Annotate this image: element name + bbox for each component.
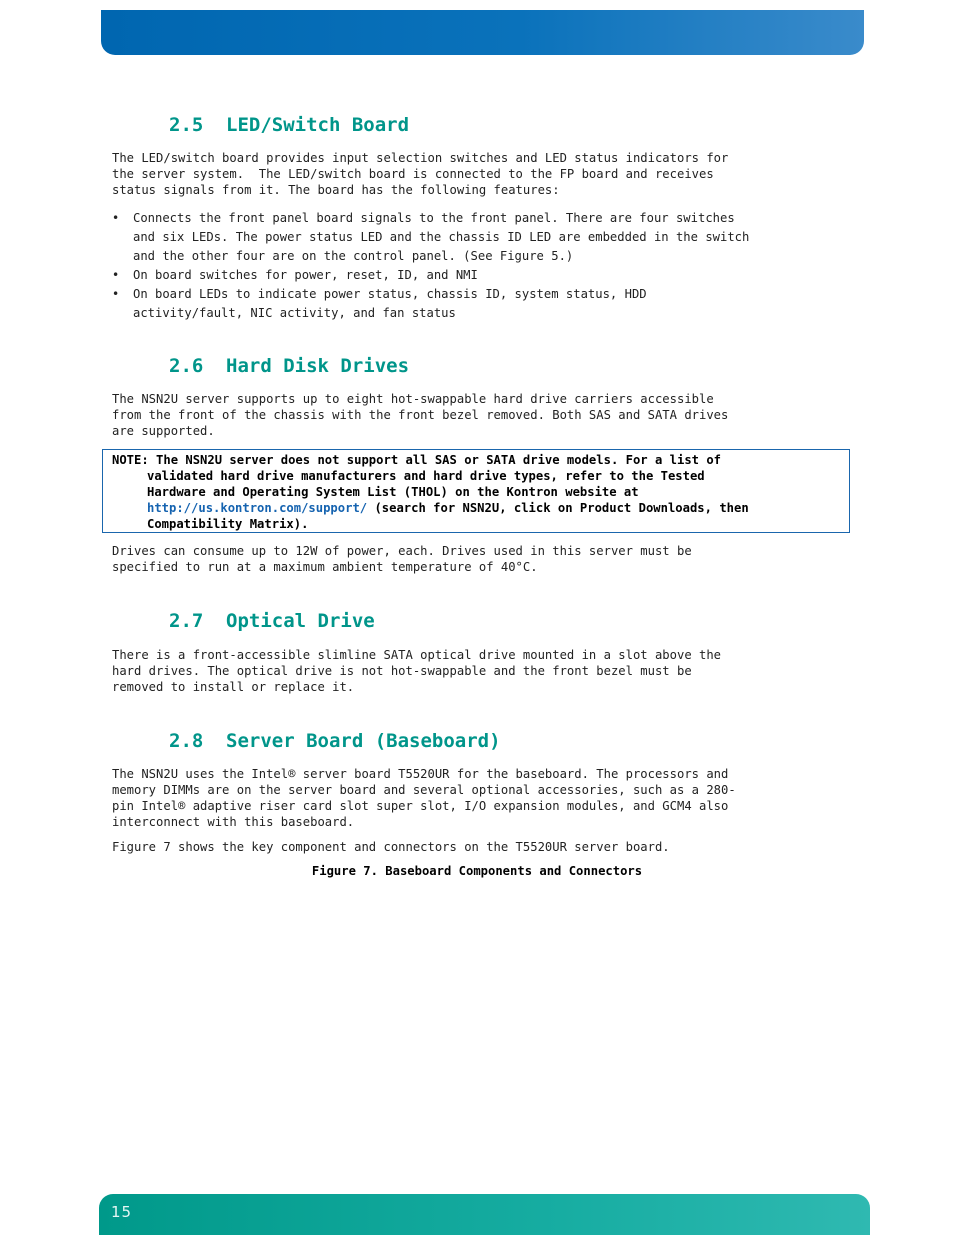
section-heading-optical-drive: 2.7 Optical Drive — [169, 610, 375, 632]
note-line: Compatibility Matrix). — [147, 517, 309, 531]
hdd-note-box — [102, 449, 850, 533]
led-intro-paragraph: The LED/switch board provides input selection switches and LED status indicators for the server system. The LED/switch board is connected to the FP board and receives status signals from it. The board has the following features: — [112, 151, 729, 197]
note-line: http://us.kontron.com/support/ (search for NSN2U, click on Product Downloads, then — [147, 501, 749, 515]
note-line: Hardware and Operating System List (THOL) on the Kontron website at — [147, 485, 639, 499]
list-item: • Connects the front panel board signals to the front panel. There are four switches and six LEDs. The power status LED and the chassis ID LED are embedded in the switch and the other four are on the control panel. (See Figure 5.) — [112, 209, 749, 266]
list-item: • On board LEDs to indicate power status, chassis ID, system status, HDD activity/fault, NIC activity, and fan status — [112, 285, 749, 323]
optical-drive-paragraph: There is a front-accessible slimline SATA optical drive mounted in a slot above the hard drives. The optical drive is not hot-swappable and the front bezel must be removed to install or replace it. — [112, 648, 722, 694]
figure-caption: Figure 7. Baseboard Components and Connectors — [311, 864, 643, 878]
led-feature-list — [112, 209, 749, 323]
section-heading-server-board: 2.8 Server Board (Baseboard) — [169, 730, 501, 752]
section-heading-led-switch-board: 2.5 LED/Switch Board — [169, 114, 410, 136]
baseboard-paragraph: The NSN2U uses the Intel® server board T5520UR for the baseboard. The processors and memory DIMMs are on the server board and several optional accessories, such as a 280- pin Intel® adaptive riser card slot super slot, I/O expansion modules, and GCM4 also interconnect with this baseboard. — [112, 767, 736, 829]
note-line: NOTE: The NSN2U server does not support all SAS or SATA drive models. For a list of — [112, 453, 722, 467]
note-line: validated hard drive manufacturers and hard drive types, refer to the Tested — [147, 469, 705, 483]
footer-banner — [99, 1194, 870, 1235]
page-number: 15 — [111, 1203, 133, 1221]
figure-reference-paragraph: Figure 7 shows the key component and connectors on the T5520UR server board. — [112, 840, 670, 854]
section-heading-hard-disk-drives: 2.6 Hard Disk Drives — [169, 355, 410, 377]
hdd-power-paragraph: Drives can consume up to 12W of power, each. Drives used in this server must be specified to run at a maximum ambient temperature of 40°C. — [112, 544, 692, 574]
header-banner — [101, 10, 864, 55]
list-item: • On board switches for power, reset, ID, and NMI — [112, 266, 749, 285]
kontron-support-link[interactable]: http://us.kontron.com/support/ — [147, 501, 368, 515]
hdd-intro-paragraph: The NSN2U server supports up to eight hot-swappable hard drive carriers accessible from the front of the chassis with the front bezel removed. Both SAS and SATA drives are supported. — [112, 392, 729, 438]
